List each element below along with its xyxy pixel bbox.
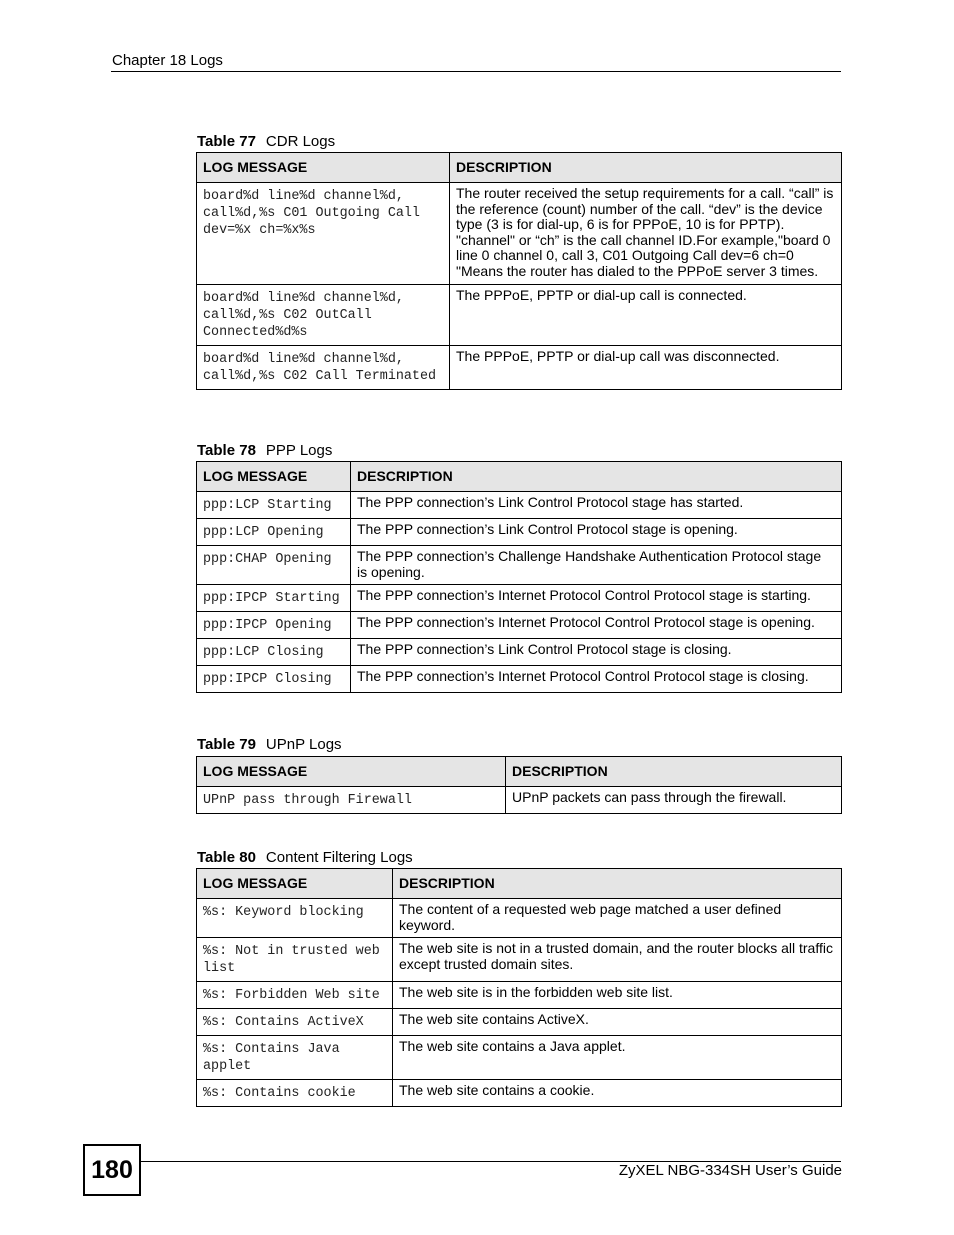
column-header-log-message: LOG MESSAGE: [197, 153, 450, 183]
table-row: [197, 1036, 842, 1080]
log-message-cell: ppp:LCP Opening: [197, 519, 351, 546]
ppp-logs-table: [196, 461, 842, 693]
table-row: [197, 666, 842, 693]
table-row: [197, 585, 842, 612]
description-cell: The content of a requested web page matched a user defined keyword.: [393, 899, 842, 938]
table-row: [197, 284, 842, 345]
table-number: Table 77: [197, 133, 256, 150]
table-header-row: [197, 153, 842, 183]
description-cell: The PPP connection’s Link Control Protocol stage has started.: [351, 492, 842, 519]
table-row: [197, 519, 842, 546]
table-header-row: [197, 462, 842, 492]
description-cell: The PPPoE, PPTP or dial-up call is connected.: [450, 284, 842, 345]
log-message-cell: %s: Not in trusted web list: [197, 938, 393, 982]
column-header-description: DESCRIPTION: [506, 757, 842, 787]
log-message-cell: %s: Forbidden Web site: [197, 982, 393, 1009]
description-cell: The PPP connection’s Internet Protocol Control Protocol stage is closing.: [351, 666, 842, 693]
content-filtering-logs-table: [196, 868, 842, 1107]
table-row: [197, 787, 842, 814]
table-row: [197, 345, 842, 389]
log-message-cell: ppp:IPCP Starting: [197, 585, 351, 612]
log-message-cell: %s: Keyword blocking: [197, 899, 393, 938]
table-row: [197, 612, 842, 639]
description-cell: The web site contains a Java applet.: [393, 1036, 842, 1080]
log-message-cell: ppp:LCP Closing: [197, 639, 351, 666]
page-number: 180: [83, 1144, 141, 1196]
table-number: Table 80: [197, 849, 256, 866]
table-row: [197, 1080, 842, 1107]
column-header-log-message: LOG MESSAGE: [197, 757, 506, 787]
table-title: CDR Logs: [265, 133, 336, 150]
column-header-description: DESCRIPTION: [351, 462, 842, 492]
description-cell: The PPP connection’s Internet Protocol Control Protocol stage is starting.: [351, 585, 842, 612]
table-row: [197, 982, 842, 1009]
description-cell: The PPP connection’s Link Control Protocol stage is closing.: [351, 639, 842, 666]
log-message-cell: board%d line%d channel%d, call%d,%s C02 OutCall Connected%d%s: [197, 284, 450, 345]
guide-title: ZyXEL NBG-334SH User’s Guide: [618, 1162, 842, 1179]
table-row: [197, 1009, 842, 1036]
cdr-logs-table: [196, 152, 842, 390]
table-77-caption: [197, 133, 335, 150]
log-message-cell: ppp:CHAP Opening: [197, 546, 351, 585]
table-number: Table 79: [197, 736, 256, 753]
log-message-cell: ppp:LCP Starting: [197, 492, 351, 519]
table-79-caption: [197, 736, 342, 753]
table-title: PPP Logs: [265, 442, 333, 459]
log-message-cell: ppp:IPCP Opening: [197, 612, 351, 639]
column-header-description: DESCRIPTION: [450, 153, 842, 183]
log-message-cell: board%d line%d channel%d, call%d,%s C02 Call Terminated: [197, 345, 450, 389]
log-message-cell: %s: Contains Java applet: [197, 1036, 393, 1080]
header-divider: [111, 71, 841, 72]
log-message-cell: %s: Contains cookie: [197, 1080, 393, 1107]
description-cell: The PPP connection’s Internet Protocol Control Protocol stage is opening.: [351, 612, 842, 639]
description-cell: UPnP packets can pass through the firewall.: [506, 787, 842, 814]
table-title: Content Filtering Logs: [265, 849, 413, 866]
table-row: [197, 938, 842, 982]
table-78-caption: [197, 442, 332, 459]
column-header-log-message: LOG MESSAGE: [197, 462, 351, 492]
table-row: [197, 639, 842, 666]
table-title: UPnP Logs: [265, 736, 342, 753]
table-header-row: [197, 757, 842, 787]
column-header-log-message: LOG MESSAGE: [197, 869, 393, 899]
chapter-header: Chapter 18 Logs: [112, 52, 223, 69]
description-cell: The web site is not in a trusted domain, and the router blocks all traffic except trusted domain sites.: [393, 938, 842, 982]
log-message-cell: ppp:IPCP Closing: [197, 666, 351, 693]
table-number: Table 78: [197, 442, 256, 459]
description-cell: The web site contains a cookie.: [393, 1080, 842, 1107]
description-cell: The PPPoE, PPTP or dial-up call was disconnected.: [450, 345, 842, 389]
table-row: [197, 492, 842, 519]
log-message-cell: %s: Contains ActiveX: [197, 1009, 393, 1036]
column-header-description: DESCRIPTION: [393, 869, 842, 899]
table-row: [197, 546, 842, 585]
table-row: [197, 183, 842, 285]
log-message-cell: board%d line%d channel%d, call%d,%s C01 Outgoing Call dev=%x ch=%x%s: [197, 183, 450, 285]
description-cell: The PPP connection’s Link Control Protocol stage is opening.: [351, 519, 842, 546]
table-row: [197, 899, 842, 938]
description-cell: The router received the setup requirements for a call. “call” is the reference (count) number of the call. “dev” is the device type (3 is for dial-up, 6 is for PPPoE, 10 is for PPTP). "channel" or “ch” is the call channel ID.For example,"board 0 line 0 channel 0, call 3, C01 Outgoing Call dev=6 ch=0 "Means the router has dialed to the PPPoE server 3 times.: [450, 183, 842, 285]
description-cell: The PPP connection’s Challenge Handshake Authentication Protocol stage is opening.: [351, 546, 842, 585]
description-cell: The web site contains ActiveX.: [393, 1009, 842, 1036]
table-header-row: [197, 869, 842, 899]
description-cell: The web site is in the forbidden web site list.: [393, 982, 842, 1009]
log-message-cell: UPnP pass through Firewall: [197, 787, 506, 814]
table-80-caption: [197, 849, 413, 866]
upnp-logs-table: [196, 756, 842, 814]
